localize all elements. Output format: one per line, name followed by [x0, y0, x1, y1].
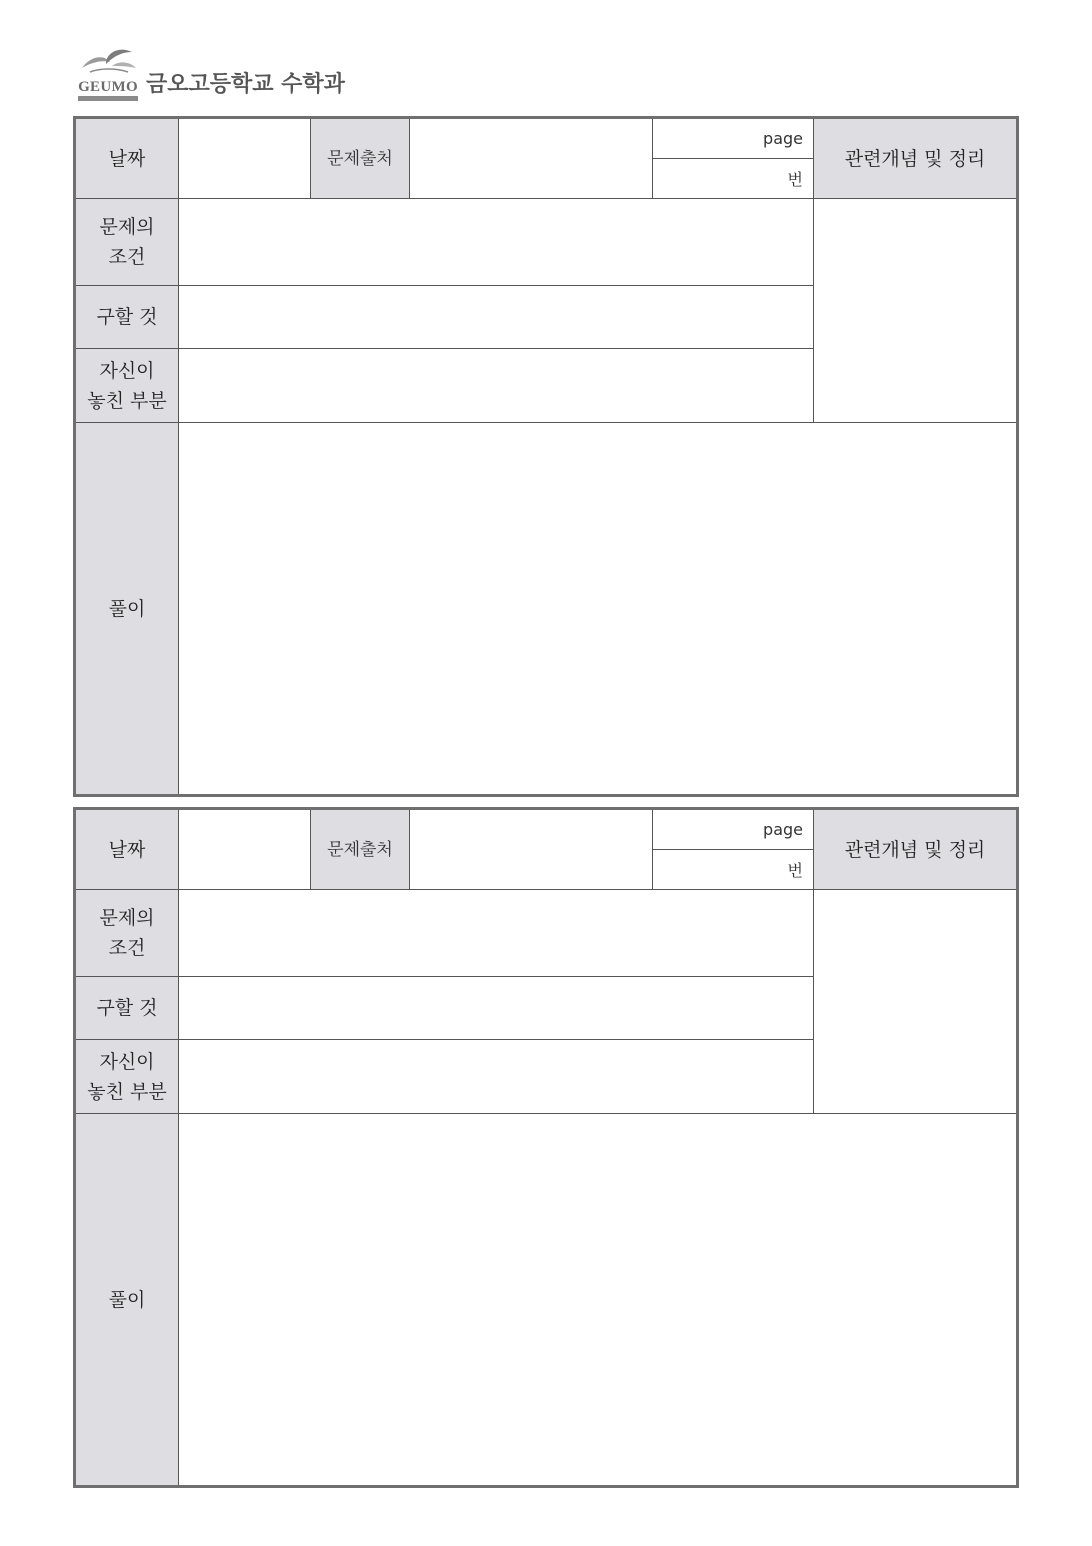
concept-field[interactable] — [814, 890, 1016, 1114]
source-label: 문제출처 — [311, 810, 410, 890]
page-header — [76, 46, 496, 102]
goal-field[interactable] — [179, 286, 814, 349]
date-field[interactable] — [179, 810, 311, 890]
page-title: 금오고등학교 수학과 — [146, 72, 345, 97]
date-field[interactable] — [179, 119, 311, 199]
note-sheet-2 — [73, 807, 1019, 1488]
page-field[interactable] — [653, 810, 814, 850]
source-label: 문제출처 — [311, 119, 410, 199]
missed-label: 자신이 놓친 부분 — [76, 349, 179, 423]
date-label: 날짜 — [76, 810, 179, 890]
missed-label: 자신이 놓친 부분 — [76, 1040, 179, 1114]
solution-field[interactable] — [179, 423, 1016, 794]
concept-field[interactable] — [814, 199, 1016, 423]
date-label: 날짜 — [76, 119, 179, 199]
condition-field[interactable] — [179, 199, 814, 286]
goal-label: 구할 것 — [76, 286, 179, 349]
condition-label: 문제의 조건 — [76, 890, 179, 977]
number-label: 번 — [787, 170, 803, 189]
concept-label: 관련개념 및 정리 — [814, 119, 1016, 199]
goal-field[interactable] — [179, 977, 814, 1040]
note-sheet-1 — [73, 116, 1019, 797]
solution-label: 풀이 — [76, 423, 179, 794]
number-field[interactable] — [653, 159, 814, 199]
missed-field[interactable] — [179, 349, 814, 423]
condition-label: 문제의 조건 — [76, 199, 179, 286]
logo-bar — [78, 96, 138, 101]
source-field[interactable] — [410, 810, 653, 890]
goal-label: 구할 것 — [76, 977, 179, 1040]
page-field[interactable] — [653, 119, 814, 159]
number-label: 번 — [787, 861, 803, 880]
solution-field[interactable] — [179, 1114, 1016, 1485]
missed-field[interactable] — [179, 1040, 814, 1114]
solution-label: 풀이 — [76, 1114, 179, 1485]
school-logo — [76, 46, 140, 102]
concept-label: 관련개념 및 정리 — [814, 810, 1016, 890]
logo-wordmark: GEUMO — [78, 79, 138, 95]
page-label: page — [763, 820, 803, 839]
condition-field[interactable] — [179, 890, 814, 977]
page-label: page — [763, 129, 803, 148]
number-field[interactable] — [653, 850, 814, 890]
source-field[interactable] — [410, 119, 653, 199]
leaf-logo-icon — [76, 46, 140, 80]
